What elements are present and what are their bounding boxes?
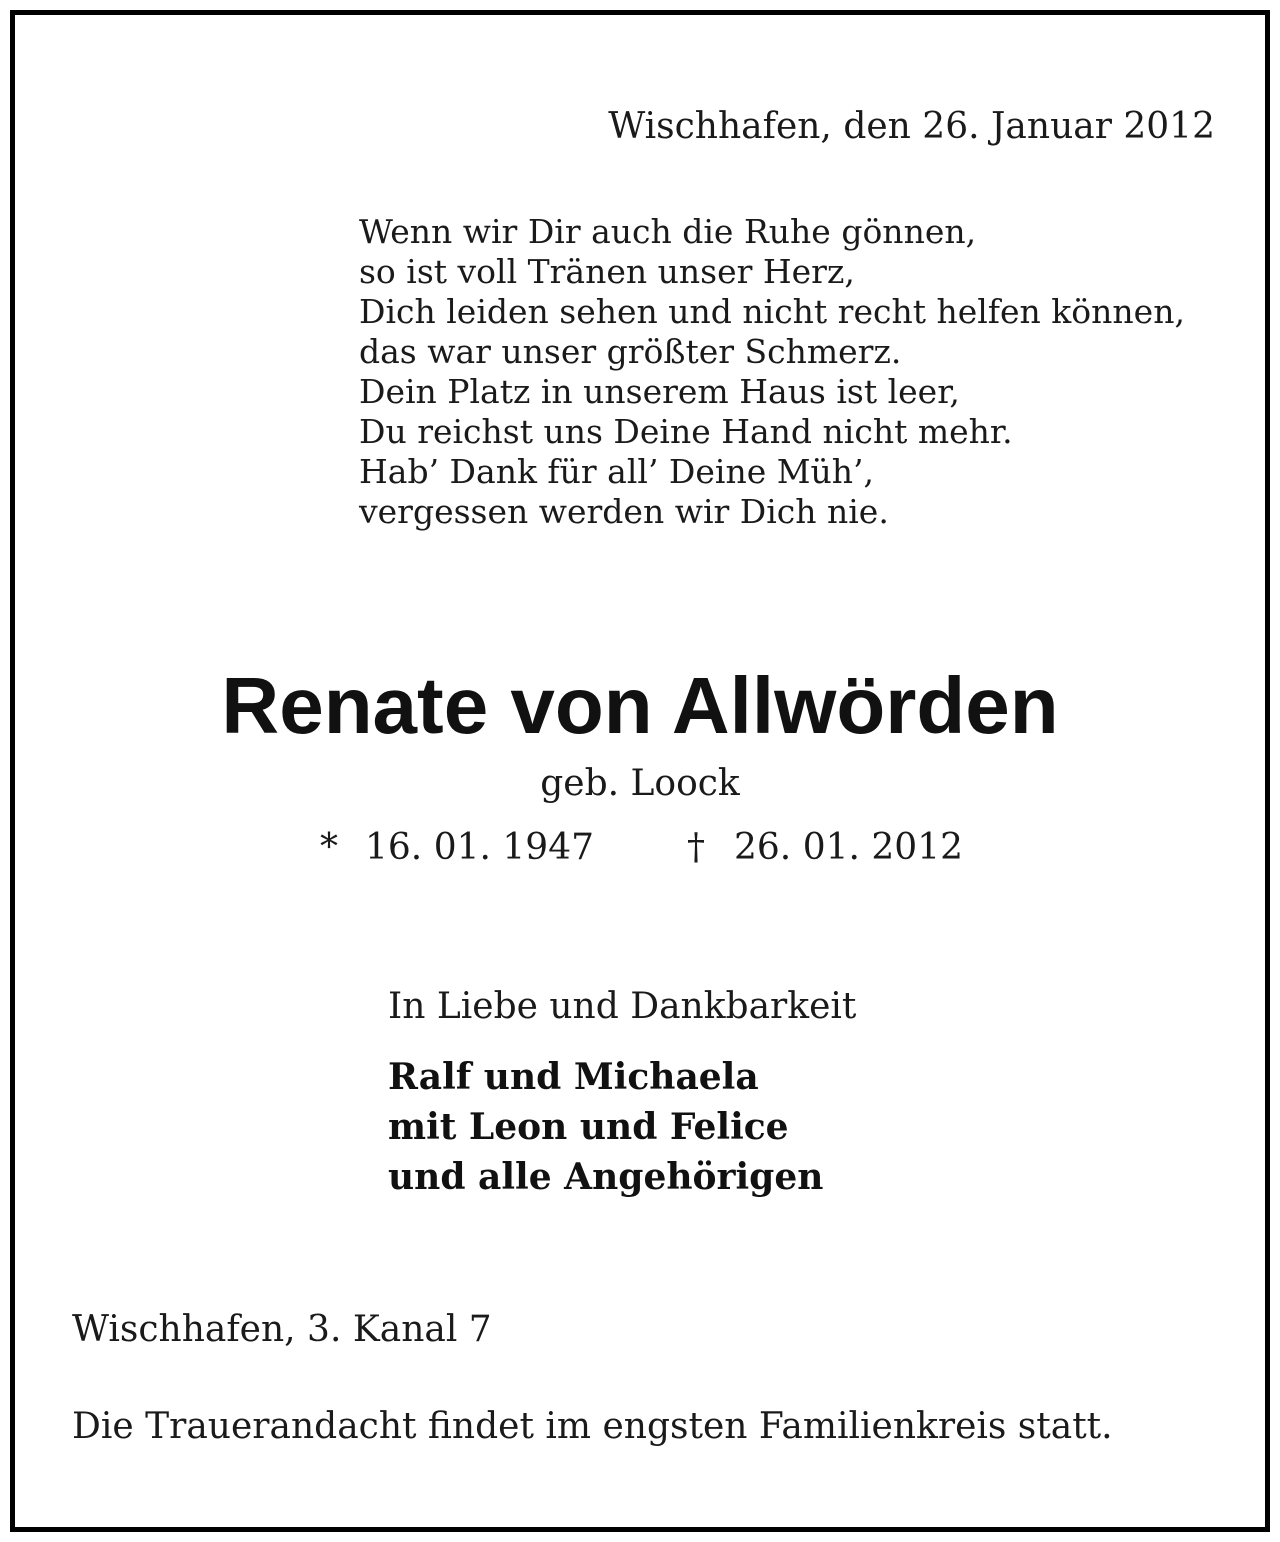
mourner-line: Ralf und Michaela xyxy=(388,1056,759,1098)
poem-line: das war unser größter Schmerz. xyxy=(359,332,902,371)
poem-line: Dich leiden sehen und nicht recht helfen können, xyxy=(359,292,1185,331)
service-note: Die Trauerandacht findet im engsten Familienkreis statt. xyxy=(72,1406,1113,1447)
poem-line: Wenn wir Dir auch die Ruhe gönnen, xyxy=(359,212,977,251)
death-date: 26. 01. 2012 xyxy=(734,827,964,868)
poem-line: Dein Platz in unserem Haus ist leer, xyxy=(359,372,960,411)
obituary-notice xyxy=(10,10,1270,1532)
deceased-name: Renate von Allwörden xyxy=(221,661,1059,750)
poem-line: so ist voll Tränen unser Herz, xyxy=(359,252,855,291)
address: Wischhafen, 3. Kanal 7 xyxy=(72,1309,492,1350)
mourner-line: mit Leon und Felice xyxy=(388,1106,789,1148)
mourners xyxy=(388,1052,823,1202)
maiden-name: geb. Loock xyxy=(540,763,740,804)
thanks-line: In Liebe und Dankbarkeit xyxy=(388,986,857,1027)
poem-line: vergessen werden wir Dich nie. xyxy=(359,492,889,531)
place-date: Wischhafen, den 26. Januar 2012 xyxy=(608,106,1215,147)
poem-line: Du reichst uns Deine Hand nicht mehr. xyxy=(359,412,1013,451)
mourner-line: und alle Angehörigen xyxy=(388,1156,824,1198)
poem-line: Hab’ Dank für all’ Deine Müh’, xyxy=(359,452,875,491)
poem xyxy=(359,212,1185,532)
birth-date: 16. 01. 1947 xyxy=(365,827,595,868)
death-cross-icon: † xyxy=(687,827,705,868)
birth-star-icon: * xyxy=(320,827,338,868)
